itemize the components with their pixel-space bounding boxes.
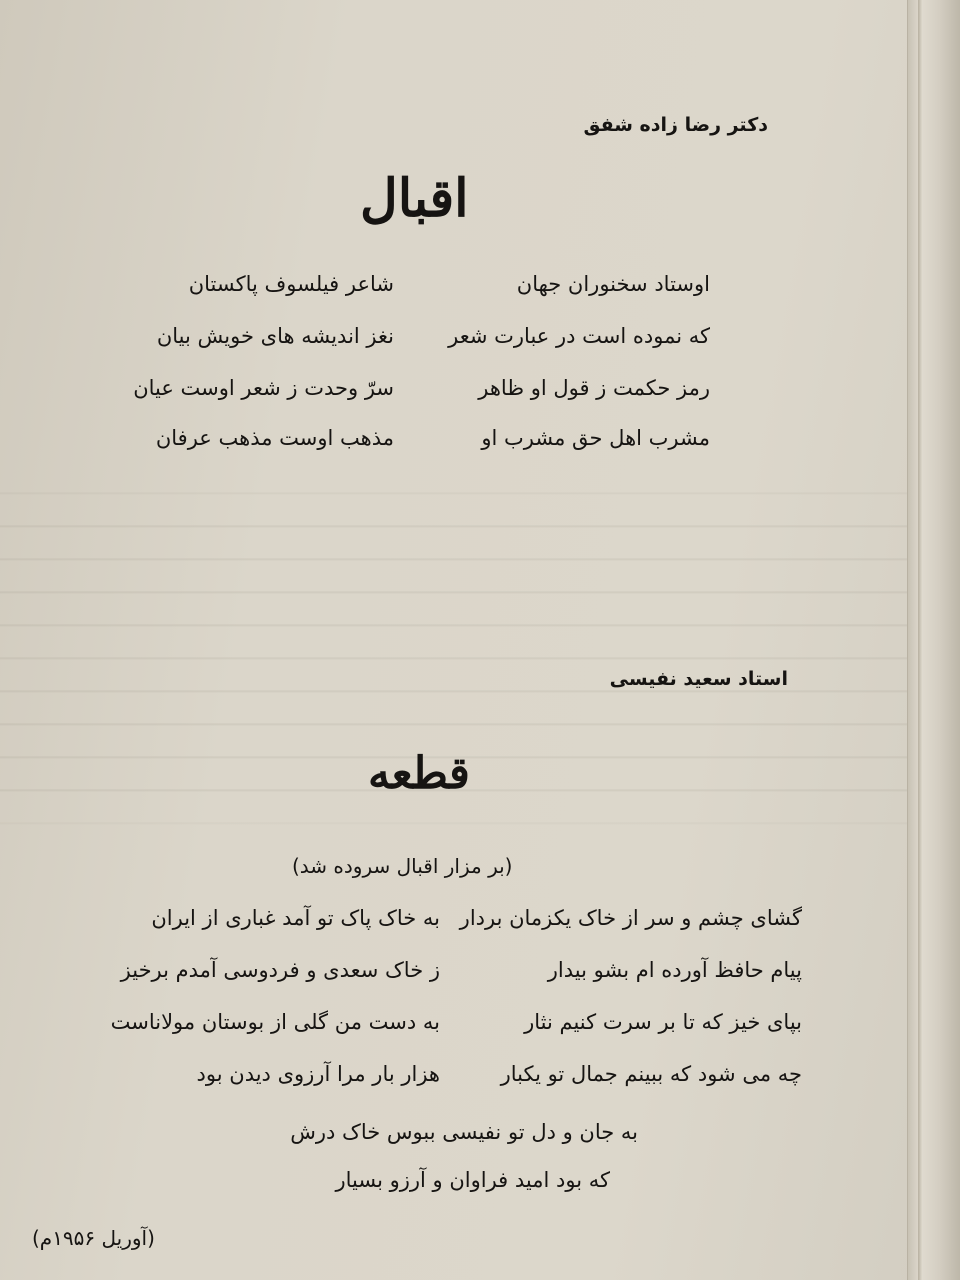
couplet <box>0 1010 960 1040</box>
couplet <box>0 906 960 936</box>
hemistich-first: مشرب اهل حق مشرب او <box>481 426 710 450</box>
hemistich-second: سرّ وحدت ز شعر اوست عیان <box>133 376 394 400</box>
closing-line: به جان و دل تو نفیسی ببوس خاک درش <box>290 1120 638 1144</box>
hemistich-first: به خاک پاک تو آمد غباری از ایران <box>151 906 440 930</box>
hemistich-second: پیام حافظ آورده ام بشو بیدار <box>547 958 802 982</box>
hemistich-first: ز خاک سعدی و فردوسی آمدم برخیز <box>120 958 440 982</box>
poem-date: (آوریل ۱۹۵۶م) <box>32 1226 155 1250</box>
hemistich-second: گشای چشم و سر از خاک یکزمان بردار <box>459 906 802 930</box>
poem-title-iqbal: اقبال <box>360 168 469 229</box>
poem-title-qeta: قطعه <box>368 748 470 799</box>
hemistich-first: رمز حکمت ز قول او ظاهر <box>478 376 710 400</box>
poem-subtitle: (بر مزار اقبال سروده شد) <box>292 854 513 878</box>
couplet <box>0 1062 960 1092</box>
hemistich-second: چه می شود که ببینم جمال تو یکبار <box>500 1062 802 1086</box>
hemistich-first: اوستاد سخنوران جهان <box>516 272 710 296</box>
couplet <box>0 376 960 406</box>
couplet <box>0 324 960 354</box>
couplet <box>0 272 960 302</box>
hemistich-second: مذهب اوست مذهب عرفان <box>155 426 394 450</box>
author-nafisi: استاد سعید نفیسی <box>609 668 788 690</box>
hemistich-second: نغز اندیشه های خویش بیان <box>156 324 394 348</box>
couplet <box>0 958 960 988</box>
hemistich-second: بپای خیز که تا بر سرت کنیم نثار <box>524 1010 802 1034</box>
hemistich-first: که نموده است در عبارت شعر <box>448 324 710 348</box>
hemistich-first: به دست من گلی از بوستان مولاناست <box>110 1010 440 1034</box>
couplet <box>0 426 960 456</box>
author-shafaq: دکتر رضا زاده شفق <box>583 114 768 136</box>
hemistich-second: شاعر فیلسوف پاکستان <box>188 272 394 296</box>
hemistich-first: هزار بار مرا آرزوی دیدن بود <box>196 1062 440 1086</box>
closing-line: که بود امید فراوان و آرزو بسیار <box>335 1168 610 1192</box>
